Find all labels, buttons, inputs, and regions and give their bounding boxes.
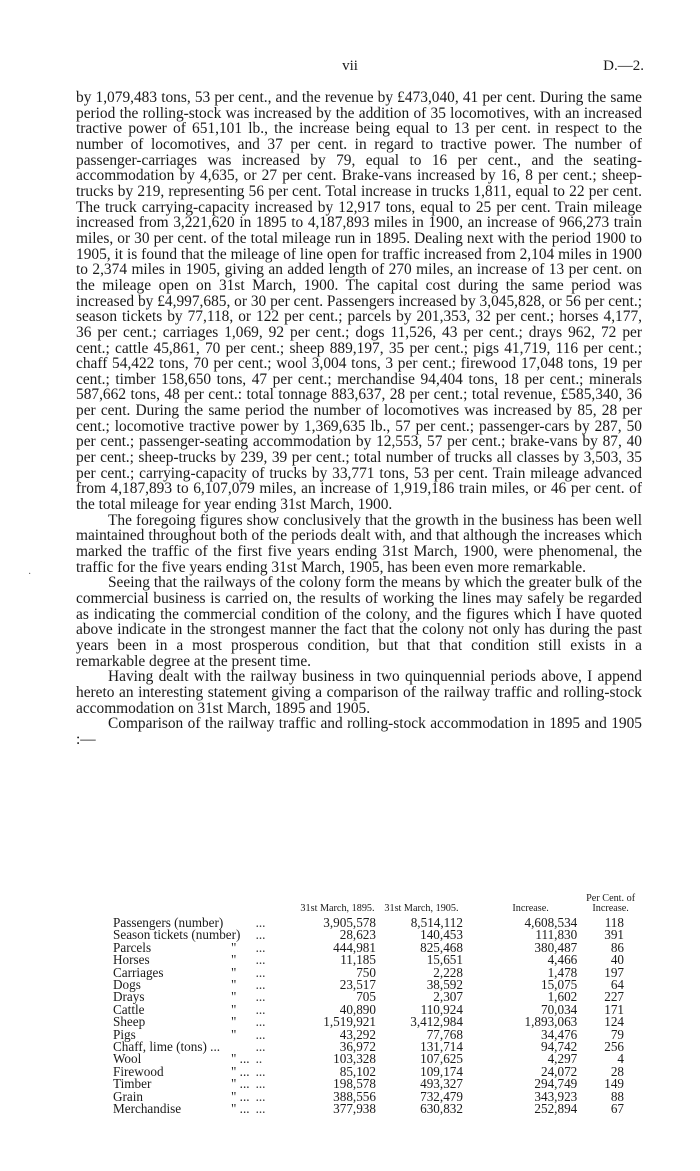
value-percent: 171 xyxy=(604,1001,624,1017)
value-increase: 1,602 xyxy=(547,989,578,1005)
value-1895: 1,519,921 xyxy=(323,1014,376,1030)
value-percent: 28 xyxy=(610,1063,624,1079)
value-1895: 85,102 xyxy=(339,1063,376,1079)
paragraph-growth: The foregoing figures show conclusively that the growth in the business has been well maintained throughout both of the periods dealt with, and that although the increases which marked the traffic of the first five years ending 31st March, 1900, were phenomenal, the traffic for the five years ending 31st March, 1905, has been even more remarkable. xyxy=(76,511,642,576)
header-1905: 31st March, 1905. xyxy=(384,903,459,914)
page-number: vii xyxy=(342,58,358,74)
row-category xyxy=(76,991,252,1003)
category-label: Passengers (number) xyxy=(113,915,224,930)
value-1905: 77,768 xyxy=(426,1026,463,1042)
header-1895: 31st March, 1895. xyxy=(300,903,375,914)
category-label: Cattle xyxy=(113,1001,145,1017)
value-1905: 38,592 xyxy=(426,977,463,993)
leader-dots: ... xyxy=(255,977,266,993)
value-percent: 86 xyxy=(610,939,624,955)
value-increase: 1,893,063 xyxy=(524,1014,578,1030)
row-category xyxy=(76,1103,252,1115)
value-increase: 4,297 xyxy=(547,1051,578,1067)
category-label: Season tickets (number) xyxy=(113,927,241,943)
row-category xyxy=(76,979,252,991)
value-1905: 15,651 xyxy=(426,952,463,968)
category-label: Carriages xyxy=(113,964,164,980)
value-increase: 4,608,534 xyxy=(524,915,578,930)
value-increase: 70,034 xyxy=(540,1001,578,1017)
paragraph-append-statement: Having dealt with the railway business in two quinquennial periods above, I append hereto an interesting statement giving a comparison of the railway traffic and rolling-stock accommodation on 31st March, 1895 and 1905. xyxy=(76,668,642,717)
category-label: Chaff, lime (tons) ... xyxy=(113,1039,221,1055)
row-category xyxy=(76,1041,252,1053)
ditto-mark: " ... xyxy=(231,1076,250,1092)
row-category xyxy=(76,939,252,955)
leader-dots: ... xyxy=(255,915,266,930)
value-percent: 118 xyxy=(604,915,624,930)
value-increase: 1,478 xyxy=(547,964,578,980)
value-1895: 705 xyxy=(356,989,376,1005)
ditto-mark: " xyxy=(231,964,237,980)
header-spacer xyxy=(252,893,292,917)
row-category xyxy=(76,1001,252,1017)
leader-dots: ... xyxy=(255,1088,266,1104)
ditto-mark: " xyxy=(231,952,237,968)
value-increase: 34,476 xyxy=(540,1026,578,1042)
category-label: Dogs xyxy=(113,977,141,993)
value-1895: 198,578 xyxy=(333,1076,376,1092)
value-1905: 2,228 xyxy=(433,964,463,980)
value-1905: 109,174 xyxy=(420,1063,463,1079)
leader-dots: ... xyxy=(255,989,266,1005)
leader-dots: ... xyxy=(255,1001,266,1017)
value-percent: 79 xyxy=(610,1026,624,1042)
paragraph-statistics: by 1,079,483 tons, 53 per cent., and the revenue by £473,040, 41 per cent. During the same period the rolling-stock was increased by the addition of 35 locomotives, with an increased tractive power of 651,101 lb., the increase being equal to 13 per cent. in respect to the number of locomotives, and 37 per cent. in regard to tractive power. The number of passenger-carriages was increased by 79, equal to 16 per cent., and the seating-accommodation by 4,635, or 27 per cent. Brake-vans increased by 16, 8 per cent.; sheep-trucks by 219, representing 56 per cent. Total increase in trucks 1,811, equal to 22 per cent. The truck carrying-capacity increased by 12,917 tons, equal to 25 per cent. Train mileage increased from 3,221,620 in 1895 to 4,187,893 miles in 1900, an increase of 966,273 train miles, or 30 per cent. of the total mileage run in 1895. Dealing next with the period 1900 to 1905, it is found that the mileage of line open for traffic increased from 2,104 miles in 1900 to 2,374 miles in 1905, giving an added length of 270 miles, an increase of 13 per cent. on the mileage open on 31st March, 1900. The capital cost during the same period was increased by £4,997,685, or 30 per cent. Passengers increased by 3,045,828, or 56 per cent.; season tickets by 77,118, or 122 per cent.; parcels by 201,353, 32 per cent.; horses 4,177, 36 per cent.; carriages 1,069, 92 per cent.; dogs 11,526, 43 per cent.; drays 962, 72 per cent.; cattle 45,861, 70 per cent.; sheep 889,197, 35 per cent.; pigs 41,719, 116 per cent.; chaff 54,422 tons, 70 per cent.; wool 3,004 tons, 3 per cent.; firewood 17,048 tons, 19 per cent.; timber 158,650 tons, 47 per cent.; merchandise 94,404 tons, 18 per cent.; minerals 587,662 tons, 48 per cent.: total tonnage 883,637, 28 per cent.; total revenue, £585,340, 36 per cent. During the same period the number of locomotives was increased by 85, 28 per cent.; locomotive tractive power by 1,369,635 lb., 57 per cent.; passenger-cars by 287, 50 per cent.; passenger-seating accommodation by 12,553, 57 per cent.; brake-vans by 87, 40 per cent.; sheep-trucks by 239, 39 per cent.; total number of trucks all classes by 3,503, 35 per cent.; carrying-capacity of trucks by 33,771 tons, 53 per cent. Train mileage advanced from 4,187,893 to 6,107,079 miles, an increase of 1,919,186 train miles, or 46 per cent. of the total mileage for year ending 31st March, 1900. xyxy=(76,89,642,514)
value-1905: 8,514,112 xyxy=(410,915,463,930)
value-1895: 28,623 xyxy=(339,927,376,943)
value-increase: 94,742 xyxy=(540,1039,578,1055)
value-1895: 11,185 xyxy=(340,952,376,968)
value-percent: 88 xyxy=(610,1088,624,1104)
row-category xyxy=(76,954,252,966)
comparison-table-wrapper xyxy=(76,893,642,1116)
value-1895: 23,517 xyxy=(339,977,376,993)
leader-dots: ... xyxy=(255,939,266,955)
comparison-table xyxy=(76,893,642,1116)
value-1905: 2,307 xyxy=(433,989,463,1005)
value-percent: 67 xyxy=(610,1101,624,1117)
value-increase: 380,487 xyxy=(534,939,578,955)
margin-mark: · xyxy=(28,569,32,580)
category-label: Merchandise xyxy=(113,1101,182,1117)
table-row xyxy=(76,1103,642,1115)
value-1895: 388,556 xyxy=(333,1088,376,1104)
value-percent: 256 xyxy=(604,1039,624,1055)
value-1895: 444,981 xyxy=(333,939,376,955)
value-1905: 131,714 xyxy=(420,1039,463,1055)
value-1895: 377,938 xyxy=(333,1101,376,1117)
ditto-mark: " xyxy=(231,1014,237,1030)
value-1905: 630,832 xyxy=(420,1101,463,1117)
value-increase: 4,466 xyxy=(547,952,578,968)
value-increase: 294,749 xyxy=(534,1076,578,1092)
ditto-mark: " xyxy=(231,1026,237,1042)
value-increase: 252,894 xyxy=(534,1101,578,1117)
ditto-mark: " ... xyxy=(231,1101,250,1117)
row-category xyxy=(76,964,252,980)
row-category xyxy=(76,1016,252,1028)
paragraph-comparison-intro: Comparison of the railway traffic and rolling-stock accommodation in 1895 and 1905 :— xyxy=(76,715,642,748)
category-label: Sheep xyxy=(113,1014,146,1030)
value-1905: 107,625 xyxy=(420,1051,463,1067)
value-percent: 4 xyxy=(617,1051,624,1067)
paragraph-commercial-condition: Seeing that the railways of the colony form the means by which the greater bulk of the commercial business is carried on, the results of working the lines may safely be regarded as indicating the commercial condition of the colony, and the figures which I have quoted above indicate in the strongest manner the fact that the colony not only has during the past years been in a most prosperous condition, but that that condition still exists in a remarkable degree at the present time. xyxy=(76,574,642,670)
category-label: Grain xyxy=(113,1088,144,1104)
header-increase: Increase. xyxy=(512,903,549,914)
value-percent: 391 xyxy=(604,927,624,943)
report-body xyxy=(76,90,642,748)
table-header-row xyxy=(76,893,642,917)
document-reference: D.—2. xyxy=(603,58,644,74)
header-percent-increase: Per Cent. of Increase. xyxy=(586,893,636,914)
value-percent: 149 xyxy=(604,1076,624,1092)
category-label: Parcels xyxy=(113,939,152,955)
value-1905: 140,453 xyxy=(420,927,463,943)
row-category xyxy=(76,929,252,941)
leader-dots: ... xyxy=(255,1014,266,1030)
ditto-mark: " ... xyxy=(231,1088,250,1104)
leader-dots: ... xyxy=(255,1101,266,1117)
value-1895: 40,890 xyxy=(339,1001,376,1017)
value-increase: 343,923 xyxy=(534,1088,578,1104)
category-label: Drays xyxy=(113,989,145,1005)
ditto-mark: " xyxy=(231,1001,237,1017)
value-1905: 493,327 xyxy=(420,1076,463,1092)
category-label: Pigs xyxy=(113,1026,136,1042)
leader-dots: ... xyxy=(255,1026,266,1042)
ditto-mark: " xyxy=(231,939,237,955)
leader-dots: ... xyxy=(255,927,266,943)
header-category xyxy=(76,893,252,917)
table-body xyxy=(76,917,642,1116)
ditto-mark: " xyxy=(231,989,237,1005)
value-increase: 111,830 xyxy=(535,927,578,943)
category-label: Horses xyxy=(113,952,150,968)
value-1905: 110,924 xyxy=(420,1001,463,1017)
leader-dots: ... xyxy=(255,952,266,968)
value-1895: 3,905,578 xyxy=(323,915,376,930)
value-increase: 15,075 xyxy=(540,977,578,993)
value-1905: 825,468 xyxy=(420,939,463,955)
leader-dots: ... xyxy=(255,1076,266,1092)
value-1895: 750 xyxy=(356,964,376,980)
value-1905: 732,479 xyxy=(420,1088,463,1104)
ditto-mark: " xyxy=(231,977,237,993)
category-label: Firewood xyxy=(113,1063,164,1079)
value-percent: 124 xyxy=(604,1014,624,1030)
value-percent: 40 xyxy=(610,952,624,968)
value-1895: 43,292 xyxy=(339,1026,376,1042)
value-1905: 3,412,984 xyxy=(410,1014,463,1030)
leader-dots: .. xyxy=(255,1051,263,1067)
leader-dots: ... xyxy=(255,1039,266,1055)
value-percent: 197 xyxy=(604,964,624,980)
value-1895: 103,328 xyxy=(333,1051,376,1067)
leader-dots: ... xyxy=(255,964,266,980)
row-category xyxy=(76,1063,252,1079)
value-increase: 24,072 xyxy=(540,1063,578,1079)
value-percent: 227 xyxy=(604,989,624,1005)
category-label: Timber xyxy=(113,1076,152,1092)
ditto-mark: " ... xyxy=(231,1063,250,1079)
category-label: Wool xyxy=(113,1051,142,1067)
value-percent: 64 xyxy=(610,977,624,993)
value-1895: 36,972 xyxy=(339,1039,376,1055)
ditto-mark: " ... xyxy=(231,1051,250,1067)
leader-dots: ... xyxy=(255,1063,266,1079)
row-category xyxy=(76,1078,252,1090)
